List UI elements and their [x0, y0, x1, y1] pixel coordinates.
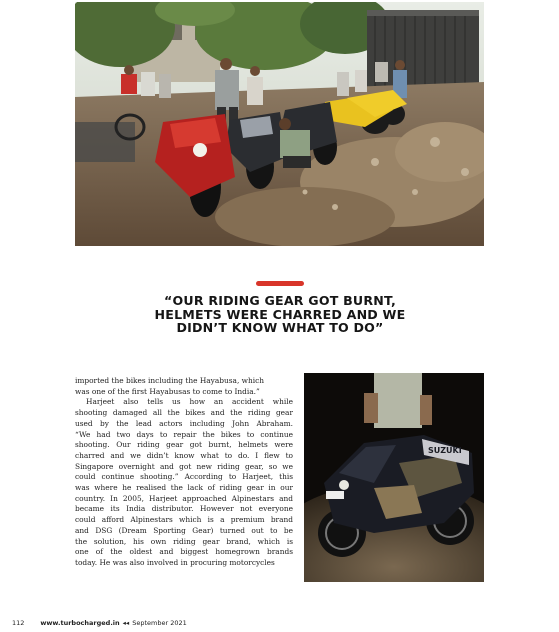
footer-separator-icon: ◂◂: [122, 619, 130, 627]
accent-divider: [256, 281, 304, 286]
article-line: Harjeet also tells us how an accident while: [86, 397, 293, 407]
article-line: country. In 2005, Harjeet approached Alpinestars and: [75, 493, 293, 503]
article-line: could afford Alpinestars which is a premium brand: [75, 515, 293, 525]
article-line: shooting damaged all the bikes and the riding gear: [75, 408, 293, 418]
article-line: one of the oldest and biggest homegrown brands: [75, 547, 293, 557]
pull-quote: [120, 294, 440, 335]
photo-damaged-suzuki: [304, 373, 484, 582]
article-line: charred and we didn’t know what to do. I flew to: [75, 450, 293, 460]
article-body: [75, 376, 293, 569]
page-footer: [12, 619, 312, 629]
pull-quote-line: HELMETS WERE CHARRED AND WE: [154, 306, 406, 322]
pull-quote-line: “OUR RIDING GEAR GOT BURNT,: [164, 293, 396, 308]
article-line: shooting. Our riding gear got burnt, helmets were: [75, 440, 293, 450]
footer-issue: September 2021: [132, 619, 187, 627]
article-line: Singapore overnight and got new riding gear, so we: [75, 461, 293, 471]
article-line: imported the bikes including the Hayabusa, which: [75, 376, 264, 385]
photo-bikes-on-set: [75, 2, 484, 246]
page-number: 112: [12, 619, 25, 627]
article-line: today. He was also involved in procuring motorcycles: [75, 557, 275, 567]
article-line: the solution, his own riding gear brand, which is: [75, 536, 293, 546]
footer-website[interactable]: www.turbocharged.in: [40, 619, 120, 627]
article-line: was one of the first Hayabusas to come to India.”: [75, 386, 260, 396]
article-line: was where he realised the lack of riding gear in our: [75, 483, 293, 493]
pull-quote-line: DIDN’T KNOW WHAT TO DO”: [176, 320, 384, 336]
article-line: became its India distributor. However not everyone: [75, 504, 293, 514]
bike-brand-text: SUZUKI: [428, 446, 462, 455]
article-line: used by the lead actors including John Abraham.: [75, 418, 293, 428]
article-line: could continue shooting.” According to Harjeet, this: [75, 472, 293, 482]
article-line: “We had two days to repair the bikes to continue: [75, 429, 293, 439]
article-line: and DSG (Dream Sporting Gear) turned out to be: [75, 525, 293, 535]
